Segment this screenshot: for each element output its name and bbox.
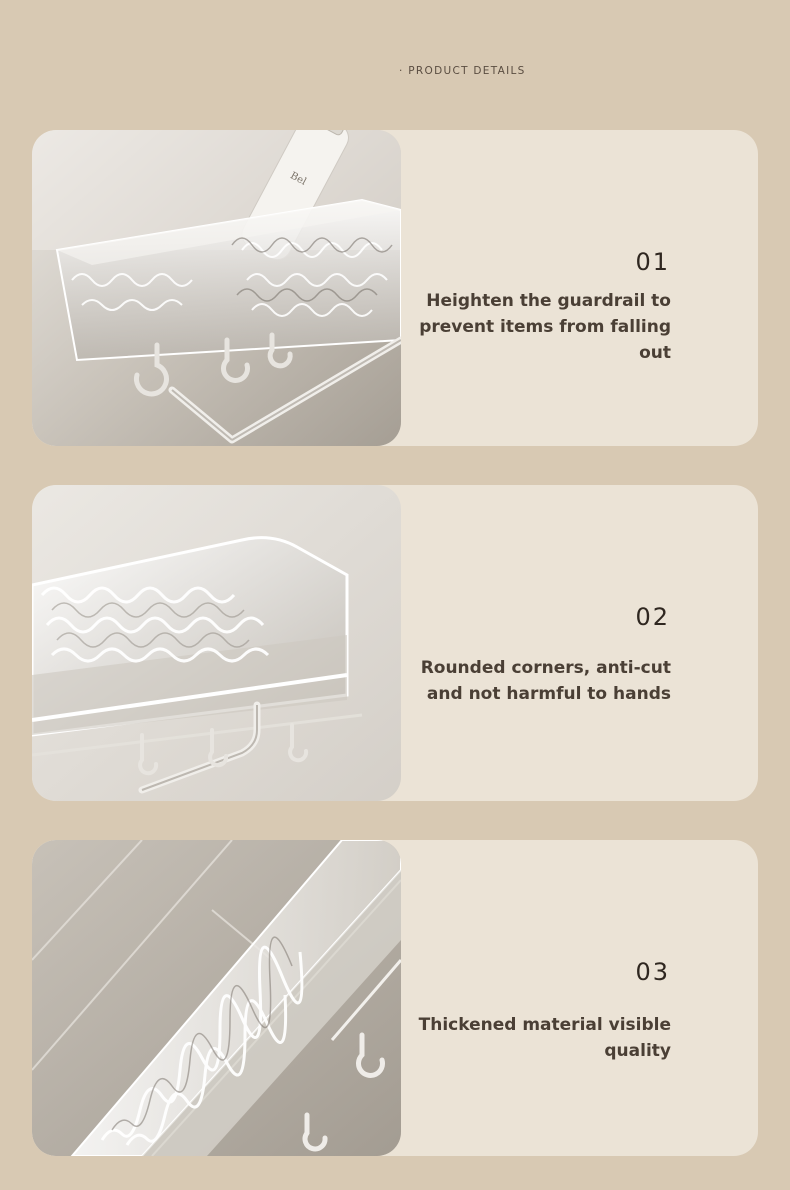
feature-text-2 bbox=[401, 485, 758, 801]
shelf-thick-material-photo bbox=[32, 840, 401, 1156]
shelf-rounded-corner-photo bbox=[32, 485, 401, 801]
shelf-guardrail-photo bbox=[32, 130, 401, 446]
feature-description: Heighten the guardrail to prevent items from falling out bbox=[419, 291, 671, 363]
product-photo-2 bbox=[32, 485, 401, 801]
product-photo-3 bbox=[32, 840, 401, 1156]
product-photo-1 bbox=[32, 130, 401, 446]
feature-text-1 bbox=[401, 130, 758, 446]
feature-description: Thickened material visible quality bbox=[418, 1015, 671, 1061]
page-header bbox=[0, 62, 790, 82]
feature-card-2 bbox=[32, 485, 758, 801]
feature-number: 02 bbox=[635, 603, 670, 631]
feature-description: Rounded corners, anti-cut and not harmful to hands bbox=[420, 658, 671, 704]
section-heading: · PRODUCT DETAILS bbox=[399, 65, 526, 77]
feature-number: 01 bbox=[635, 248, 670, 276]
feature-card-1 bbox=[32, 130, 758, 446]
svg-text:Bel: Bel bbox=[288, 170, 308, 188]
feature-text-3 bbox=[401, 840, 758, 1156]
feature-card-3 bbox=[32, 840, 758, 1156]
feature-number: 03 bbox=[635, 958, 670, 986]
